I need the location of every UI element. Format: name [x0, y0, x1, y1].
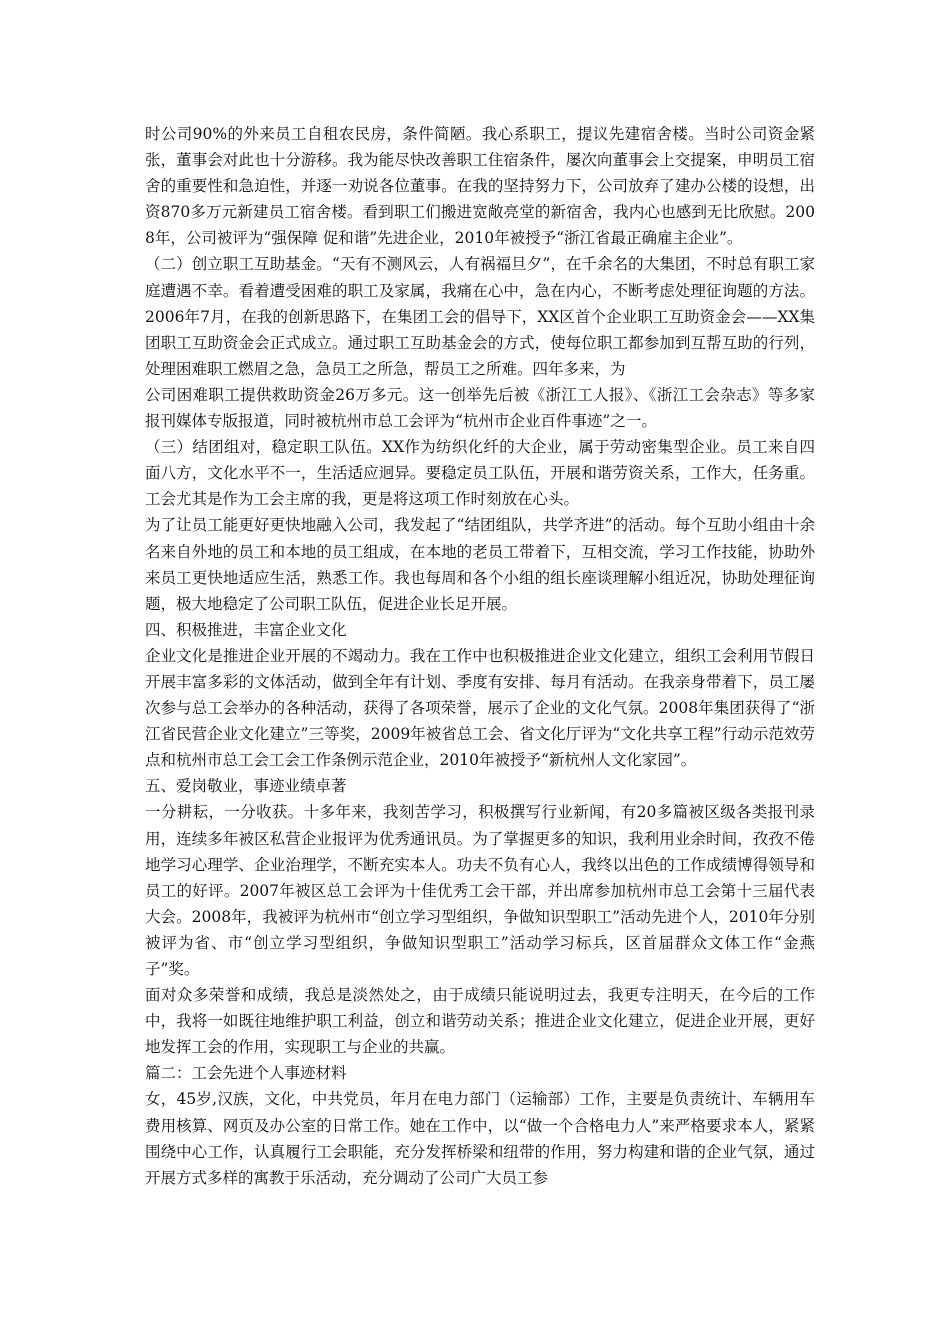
paragraph-team-building: （三）结团组对，稳定职工队伍。XX作为纺织化纤的大企业，属于劳动密集型企业。员工来自四面八方，文化水平不一，生活适应迥异。要稳定员工队伍，开展和谐劳资关系，工作大，任务重。工会尤其是作为工会主席的我，更是将这项工作时刻放在心头。: [145, 438, 815, 509]
paragraph-achievements: 一分耕耘，一分收获。十多年来，我刻苦学习，积极撰写行业新闻，有20多篇被区级各类报刊录用，连续多年被区私营企业报评为优秀通讯员。为了掌握更多的知识，我利用业余时间，孜孜不倦地学习心理学、企业治理学，不断充实本人。功夫不负有心人，我终以出色的工作成绩博得领导和员工的好评。2007年被区总工会评为十佳优秀工会干部，并出席参加杭州市总工会第十三届代表大会。2008年，我被评为杭州市“创立学习型组织，争做知识型职工”活动先进个人，2010年分别被评为省、市“创立学习型组织，争做知识型职工”活动学习标兵，区首届群众文体工作“金燕子”奖。: [145, 803, 815, 978]
section-heading-culture: 四、积极推进，丰富企业文化: [145, 620, 347, 639]
paragraph-corporate-culture: 企业文化是推进企业开展的不竭动力。我在工作中也积极推进企业文化建立，组织工会利用节假日开展丰富多彩的文体活动，做到全年有计划、季度有安排、每月有活动。在我亲身带着下，员工屡次参与总工会举办的各种活动，获得了各项荣誉，展示了企业的文化气氛。2008年集团获得了“浙江省民营企业文化建立”三等奖，2009年被省总工会、省文化厅评为“文化共享工程”行动示范效劳点和杭州市总工会工会工作条例示范企业，2010年被授予“新杭州人文化家园”。: [145, 646, 815, 770]
paragraph-mutual-aid-fund: （二）创立职工互助基金。“天有不测风云，人有祸福旦夕”，在千余名的大集团，不时总有职工家庭遭遇不幸。看着遭受困难的职工及家属，我痛在心中，急在内心，不断考虑处理征询题的方法。2006年7月，在我的创新思路下，在集团工会的倡导下，XX区首个企业职工互助资金会——XX集团职工互助资金会正式成立。通过职工互助基金会的方式，使每位职工都参加到互帮互助的行列，处理困难职工燃眉之急，急员工之所急，帮员工之所难。四年多来，为: [145, 255, 815, 378]
section-heading-dedication: 五、爱岗敬业，事迹业绩卓著: [145, 777, 347, 796]
document-body: [145, 121, 815, 1191]
paragraph-integration-activity: 为了让员工能更好更快地融入公司，我发起了“结团组队，共学齐进”的活动。每个互助小组由十余名来自外地的员工和本地的员工组成，在本地的老员工带着下，互相交流，学习工作技能，协助外来员工更快地适应生活，熟悉工作。我也每周和各个小组的组长座谈理解小组近况，协助处理征询题，极大地稳定了公司职工队伍，促进企业长足开展。: [145, 516, 815, 613]
paragraph-profile: 女，45岁,汉族，文化，中共党员，年月在电力部门（运输部）工作，主要是负责统计、车辆用车费用核算、网页及办公室的日常工作。她在工作中，以“做一个合格电力人”来严格要求本人，紧紧围绕中心工作，认真履行工会职能，充分发挥桥梁和纽带的作用，努力构建和谐的企业气氛，通过开展方式多样的寓教于乐活动，充分调动了公司广大员工参: [145, 1090, 815, 1187]
paragraph-outlook: 面对众多荣誉和成绩，我总是淡然处之，由于成绩只能说明过去，我更专注明天，在今后的工作中，我将一如既往地维护职工利益，创立和谐劳动关系；推进企业文化建立，促进企业开展，更好地发挥工会的作用，实现职工与企业的共赢。: [145, 986, 815, 1057]
paragraph-dormitory: 时公司90%的外来员工自租农民房，条件简陋。我心系职工，提议先建宿舍楼。当时公司资金紧张，董事会对此也十分游移。我为能尽快改善职工住宿条件，屡次向董事会上交提案，申明员工宿舍的重要性和急迫性，并逐一劝说各位董事。在我的坚持努力下，公司放弃了建办公楼的设想，出资870多万元新建员工宿舍楼。看到职工们搬进宽敞亮堂的新宿舍，我内心也感到无比欣慰。2008年，公司被评为“强保障 促和谐”先进企业，2010年被授予“浙江省最正确雇主企业”。: [145, 125, 815, 248]
paragraph-mutual-aid-result: 公司困难职工提供救助资金26万多元。这一创举先后被《浙江工人报》、《浙江工会杂志》等多家报刊媒体专版报道，同时被杭州市总工会评为“杭州市企业百件事迹”之一。: [145, 385, 815, 431]
article-title-part-two: 篇二：工会先进个人事迹材料: [145, 1064, 347, 1083]
